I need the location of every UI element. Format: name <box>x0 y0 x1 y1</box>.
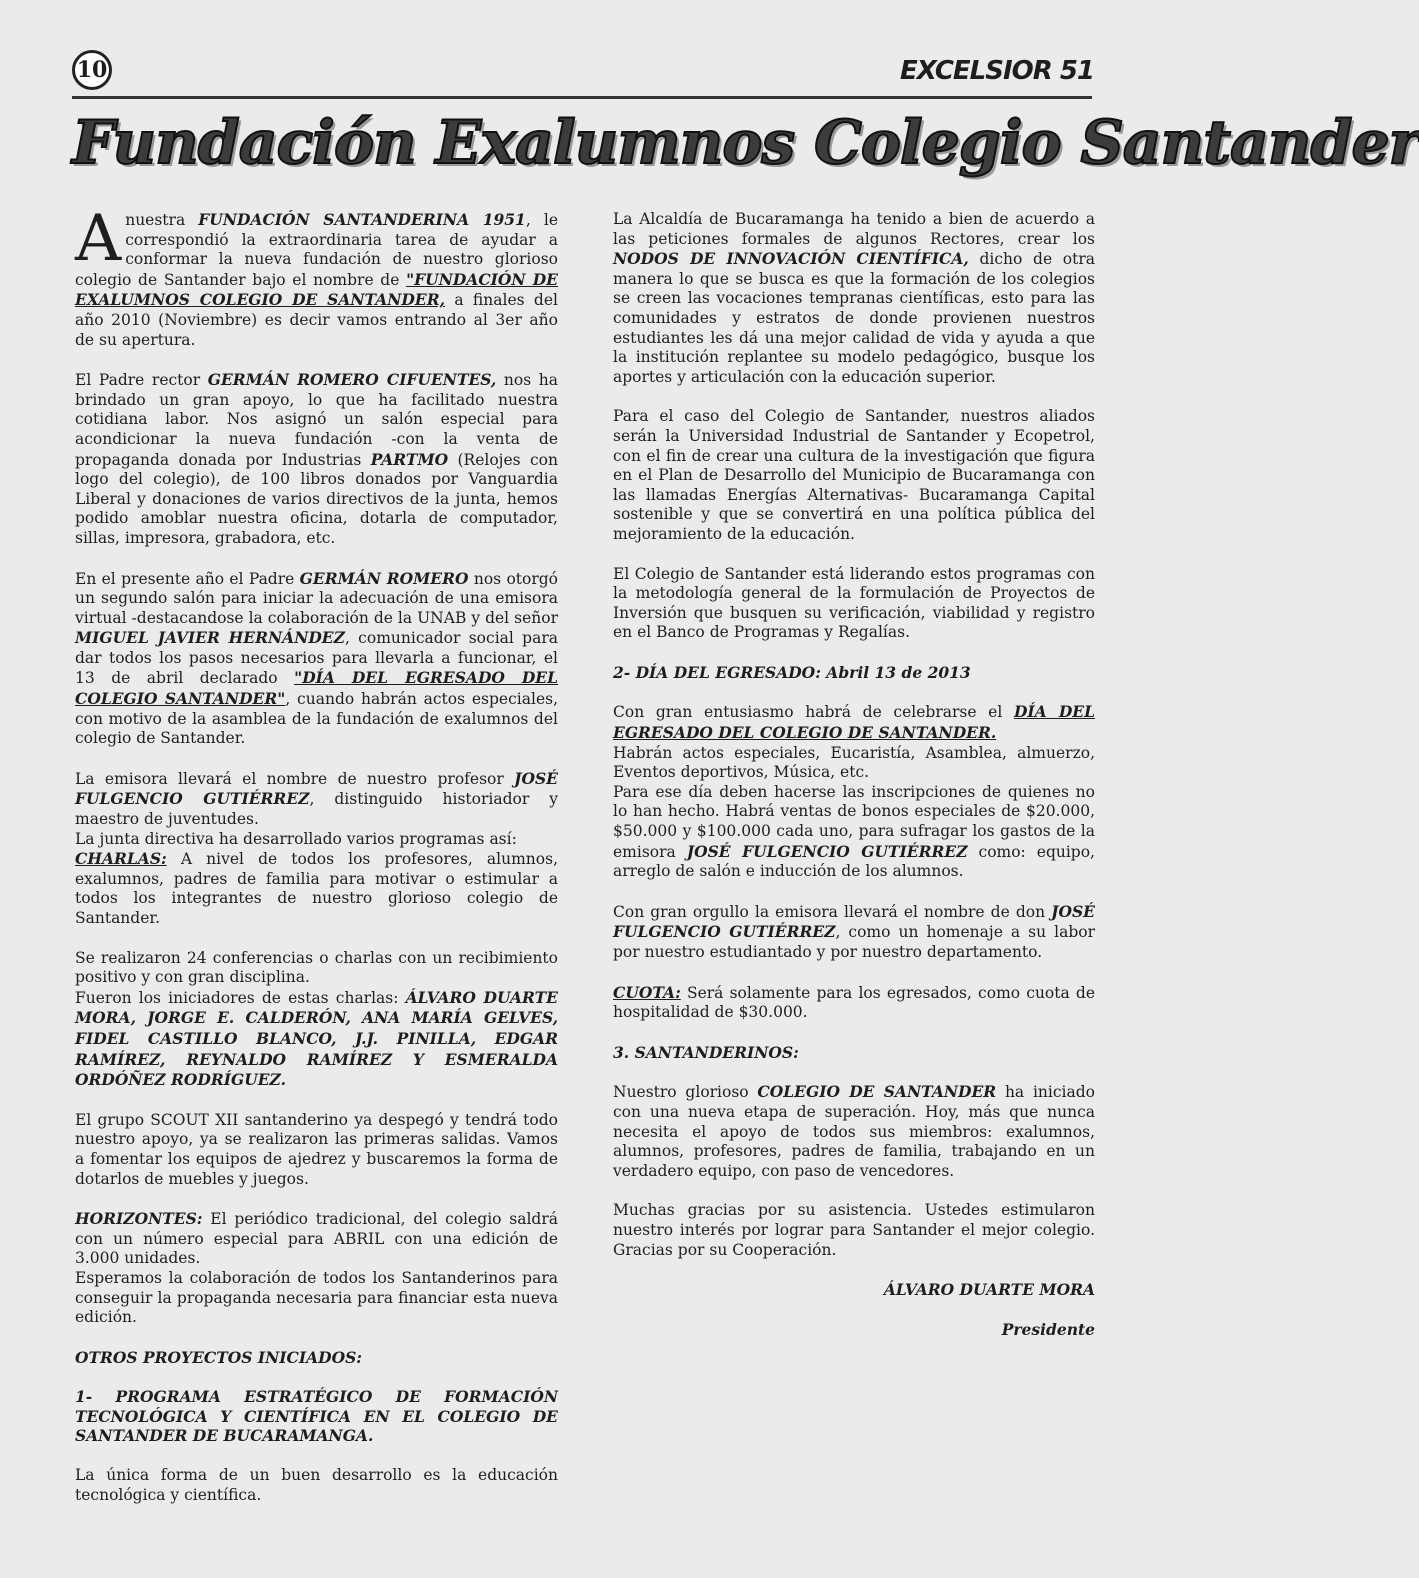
left-column <box>75 202 559 1525</box>
text: dicho de otra manera lo que se busca es que la formación de los colegios se creen las vocaciones tempranas científicas, esto para las comunidades y estratos de donde provienen nuestros estudiantes les dá una mejor calidad de vida y ayuda a que la institución replantee su modelo pedagógico, busque los aportes y articulación con la educación superior. <box>613 250 1096 386</box>
section-heading: 1- PROGRAMA ESTRATÉGICO DE FORMACIÓN TECNOLÓGICA Y CIENTÍFICA EN EL COLEGIO DE SANTANDER DE BUCARAMANGA. <box>75 1387 558 1446</box>
text: A nivel de todos los profesores, alumnos, exalumnos, padres de familia para motivar o estimular a todos los integrantes de nuestro glorioso colegio de Santander. <box>75 850 558 927</box>
education-paragraph: La única forma de un buen desarrollo es la educación tecnológica y científica. <box>75 1466 558 1504</box>
text: La emisora llevará el nombre de nuestro profesor <box>75 769 515 788</box>
section-heading: OTROS PROYECTOS INICIADOS: <box>75 1347 363 1367</box>
publication-brand: EXCELSIOR 51 <box>899 56 1094 86</box>
text: nuestra <box>125 211 199 229</box>
homage-paragraph <box>613 902 1095 963</box>
text: a finales del año 2010 (Noviembre) es decir vamos entrando al 3er año de su apertura. <box>75 291 558 349</box>
article-title: Fundación Exalumnos Colegio Santander <box>72 108 1419 178</box>
text: Nuestro glorioso <box>613 1083 758 1102</box>
emphasis: GERMÁN ROMERO CIFUENTES, <box>207 370 497 390</box>
emisora-name-paragraph <box>75 769 558 830</box>
celebration-paragraph <box>613 702 1095 743</box>
emphasis: JOSÉ FULGENCIO GUTIÉRREZ <box>686 841 968 861</box>
conferences-paragraph: Se realizaron 24 conferencias o charlas con un recibimiento positivo y con gran disciplina. <box>75 948 558 987</box>
emphasis-underlined: DÍA DEL EGRESADO DEL COLEGIO DE SANTANDER. <box>613 702 1095 743</box>
text: Será solamente para los egresados, como cuota de hospitalidad de $30.000. <box>613 983 1095 1022</box>
emphasis-underlined: "FUNDACIÓN DE EXALUMNOS COLEGIO DE SANTANDER, <box>75 269 558 310</box>
registration-paragraph <box>613 783 1095 882</box>
signature-role: Presidente <box>1001 1319 1095 1339</box>
text: nos otorgó un segundo salón para iniciar la adecuación de una emisora virtual -destacandose la colaboración de la UNAB y del señor <box>75 569 559 627</box>
text: El periódico tradicional, del colegio saldrá con un número especial para ABRIL con una edición de 3.000 unidades. <box>75 1210 558 1268</box>
emphasis: MIGUEL JAVIER HERNÁNDEZ <box>75 628 345 648</box>
emphasis: JOSÉ FULGENCIO GUTIÉRREZ <box>613 901 1095 942</box>
events-paragraph: Habrán actos especiales, Eucaristía, Asamblea, almuerzo, Eventos deportivos, Música, etc. <box>613 743 1095 782</box>
intro-paragraph <box>75 202 558 350</box>
emphasis: NODOS DE INNOVACIÓN CIENTÍFICA, <box>613 249 969 269</box>
text: Fueron los iniciadores de estas charlas: <box>75 988 406 1007</box>
text: , cuando habrán actos especiales, con motivo de la asamblea de la fundación de exalumnos del colegio de Santander. <box>75 690 558 748</box>
text: , comunicador social para dar todos los pasos necesarios para llevarla a funcionar, el 13 de abril declarado <box>75 629 558 688</box>
emphasis: FUNDACIÓN SANTANDERINA 1951 <box>198 210 526 229</box>
initiators-paragraph <box>75 988 558 1091</box>
text: Con gran entusiasmo habrá de celebrarse el <box>613 703 1014 722</box>
text: (Relojes con logo del colegio), de 100 libros donados por Vanguardia Liberal y donaciones de varios directivos de la junta, hemos podido amoblar nuestra oficina, dotarla de computador, sillas, impresora, grabadora, etc. <box>75 450 558 547</box>
text: nos ha brindado un gran apoyo, lo que ha facilitado nuestra cotidiana labor. Nos asignó un salón especial para acondicionar la nueva fundación -con la venta de propaganda donada por Industrias <box>75 371 558 469</box>
programs-intro: La junta directiva ha desarrollado varios programas así: <box>75 829 517 848</box>
text: Para ese día deben hacerse las inscripciones de quienes no lo han hecho. Habrá ventas de bonos especiales de $20.000, $50.000 y $100.000 cada uno, para sufragar los gastos de la emisora <box>613 782 1095 861</box>
section-heading: 2- DÍA DEL EGRESADO: Abril 13 de 2013 <box>613 662 971 682</box>
santanderinos-paragraph <box>613 1082 1095 1181</box>
page-header <box>72 48 1096 98</box>
text: , distinguido historiador y maestro de juventudes. <box>75 790 558 829</box>
programs-paragraph: El Colegio de Santander está liderando estos programas con la metodología general de la formulación de Proyectos de Inversión que busquen su verificación, viabilidad y registro en el Banco de Programas y Regalías. <box>613 564 1095 642</box>
cuota-paragraph <box>613 983 1095 1023</box>
signature-name: ÁLVARO DUARTE MORA <box>883 1280 1095 1300</box>
thanks-paragraph: Muchas gracias por su asistencia. Ustedes estimularon nuestro interés por lograr para Santander el mejor colegio. Gracias por su Cooperación. <box>613 1201 1095 1259</box>
alcaldia-paragraph <box>613 210 1095 387</box>
header-rule <box>72 96 1092 99</box>
text: , como un homenaje a su labor por nuestro estudiantado y por nuestro departamento. <box>613 923 1095 961</box>
text: La Alcaldía de Bucaramanga ha tenido a bien de acuerdo a las peticiones formales de algunos Rectores, crear los <box>613 210 1095 248</box>
emphasis: PARTMO <box>370 449 449 469</box>
emisora-paragraph <box>75 569 558 749</box>
section-heading: 3. SANTANDERINOS: <box>613 1042 799 1062</box>
emphasis: HORIZONTES: <box>75 1209 203 1229</box>
scout-paragraph: El grupo SCOUT XII santanderino ya despegó y tendrá todo nuestro apoyo, ya se realizaron las primeras salidas. Vamos a fomentar los equipos de ajedrez y buscaremos la forma de dotarlos de muebles y juegos. <box>75 1110 558 1188</box>
collaboration-paragraph: Esperamos la colaboración de todos los Santanderinos para conseguir la propaganda necesaria para financiar esta nueva edición. <box>75 1268 558 1327</box>
emphasis-underlined: "DÍA DEL EGRESADO DEL COLEGIO SANTANDER" <box>75 668 558 709</box>
text: como: equipo, arreglo de salón e inducción de los alumnos. <box>613 842 1095 881</box>
emphasis-underlined: CHARLAS: <box>75 849 167 869</box>
charlas-paragraph <box>75 849 558 928</box>
allies-paragraph: Para el caso del Colegio de Santander, nuestros aliados serán la Universidad Industrial de Santander y Ecopetrol, con el fin de crear una cultura de la investigación que figura en el Plan de Desarrollo del Municipio de Bucaramanga con las llamadas Energías Alternativas- Bucaramanga Capital sostenible y que se convertirá en una política pública del mejoramiento de la educación. <box>613 407 1095 543</box>
emphasis: GERMÁN ROMERO <box>299 568 469 588</box>
emphasis: COLEGIO DE SANTANDER <box>757 1082 997 1102</box>
emphasis: JOSÉ FULGENCIO GUTIÉRREZ <box>75 768 558 809</box>
text: Con gran orgullo la emisora llevará el nombre de don <box>613 902 1052 921</box>
page-number-badge: 10 <box>72 50 112 90</box>
rector-paragraph <box>75 370 558 548</box>
text: En el presente año el Padre <box>75 569 300 588</box>
emphasis-underlined: CUOTA: <box>613 982 681 1002</box>
text: , le correspondió la extraordinaria tarea de ayudar a conformar la nueva fundación de nuestro glorioso colegio de Santander bajo el nombre de <box>75 211 558 289</box>
right-column <box>613 210 1095 1359</box>
text: ha iniciado con una nueva etapa de superación. Hoy, más que nunca necesita el apoyo de todos sus miembros: exalumnos, alumnos, profesores, padres de familia, trabajando en un verdadero equipo, con paso de vencedores. <box>613 1083 1095 1180</box>
text: El Padre rector <box>75 371 208 390</box>
drop-cap: A <box>75 202 122 276</box>
horizontes-paragraph <box>75 1209 558 1269</box>
emphasis: ÁLVARO DUARTE MORA, JORGE E. CALDERÓN, ANA MARÍA GELVES, FIDEL CASTILLO BLANCO, J.J. PINILLA, EDGAR RAMÍREZ, REYNALDO RAMÍREZ Y ESMERALDA ORDÓÑEZ RODRÍGUEZ. <box>75 987 558 1090</box>
